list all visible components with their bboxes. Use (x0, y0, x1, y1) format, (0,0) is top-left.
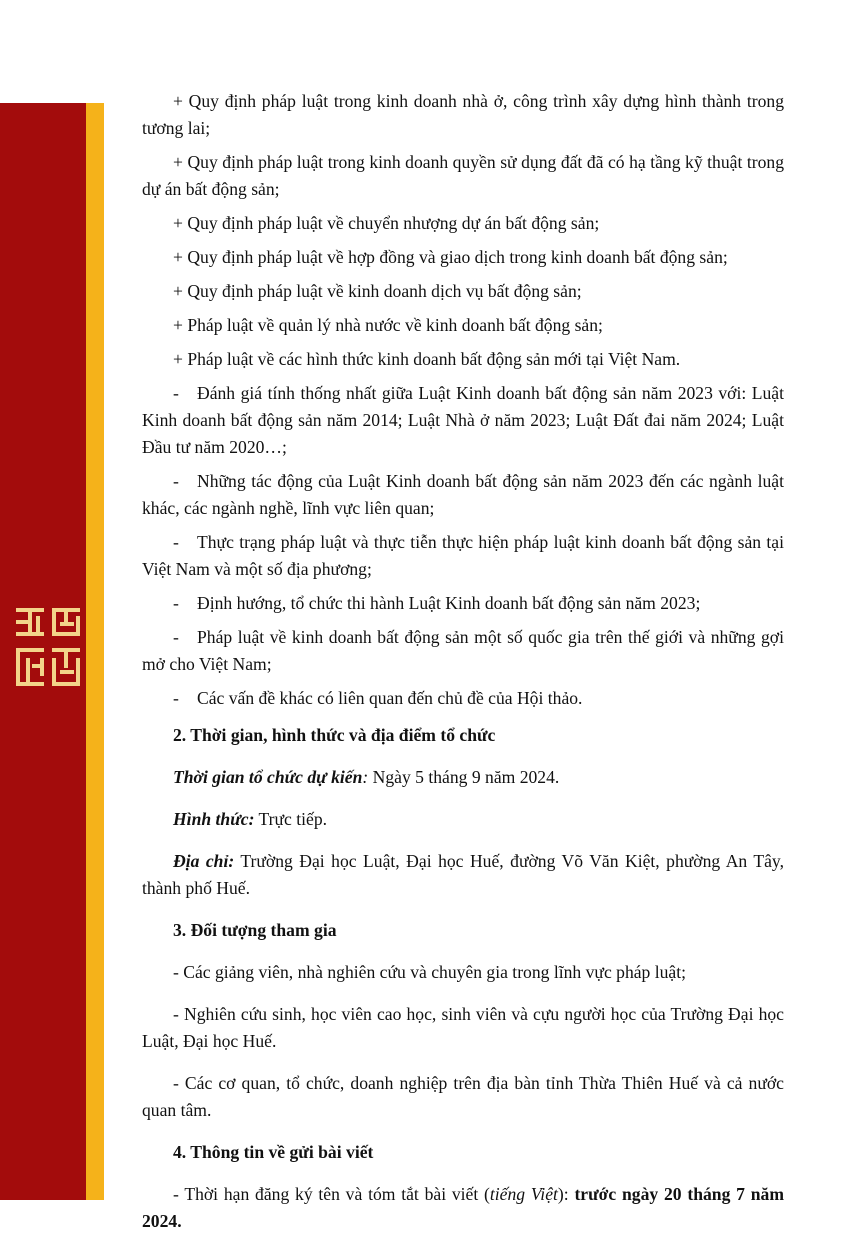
deadline-line (142, 1181, 784, 1235)
plus-item: + Quy định pháp luật về kinh doanh dịch vụ bất động sản; (173, 281, 582, 301)
participant-item: - Nghiên cứu sinh, học viên cao học, sinh viên và cựu người học của Trường Đại học Luật, Đại học Huế. (142, 1004, 784, 1051)
dash-marker: - (173, 471, 179, 491)
dash-marker: - (173, 532, 179, 552)
form-label: Hình thức: (173, 809, 255, 829)
dash-item (142, 468, 784, 522)
section-3-heading: 3. Đối tượng tham gia (173, 920, 337, 940)
address-value: Trường Đại học Luật, Đại học Huế, đường Võ Văn Kiệt, phường An Tây, thành phố Huế. (142, 851, 784, 898)
plus-item: + Pháp luật về các hình thức kinh doanh bất động sản mới tại Việt Nam. (173, 349, 681, 369)
dash-marker: - (173, 627, 179, 647)
plus-item: + Pháp luật về quản lý nhà nước về kinh doanh bất động sản; (173, 315, 603, 335)
dash-item (142, 685, 784, 712)
dash-item-text: Thực trạng pháp luật và thực tiễn thực hiện pháp luật kinh doanh bất động sản tại Việt Nam và một số địa phương; (142, 532, 784, 579)
dash-marker: - (173, 688, 179, 708)
dash-item (142, 624, 784, 678)
dash-item-text: Định hướng, tổ chức thi hành Luật Kinh doanh bất động sản năm 2023; (197, 593, 701, 613)
time-line (142, 764, 784, 791)
dash-marker: - (173, 593, 179, 613)
deadline-language: tiếng Việt (489, 1184, 558, 1204)
address-label: Địa chỉ: (173, 851, 235, 871)
document-body (142, 88, 784, 1242)
dash-marker: - (173, 383, 179, 403)
participant-item: - Các giảng viên, nhà nghiên cứu và chuyên gia trong lĩnh vực pháp luật; (173, 962, 687, 982)
plus-item: + Quy định pháp luật về hợp đồng và giao dịch trong kinh doanh bất động sản; (173, 247, 728, 267)
time-label: Thời gian tổ chức dự kiến (173, 767, 363, 787)
dash-item (142, 590, 784, 617)
plus-item: + Quy định pháp luật trong kinh doanh quyền sử dụng đất đã có hạ tầng kỹ thuật trong dự án bất động sản; (142, 152, 784, 199)
section-2-heading: 2. Thời gian, hình thức và địa điểm tổ chức (173, 725, 496, 745)
form-line (142, 806, 784, 833)
plus-item: + Quy định pháp luật về chuyển nhượng dự án bất động sản; (173, 213, 600, 233)
time-separator: : (362, 767, 373, 787)
dash-item-text: Đánh giá tính thống nhất giữa Luật Kinh doanh bất động sản năm 2023 với: Luật Kinh doanh bất động sản năm 2014; Luật Nhà ở năm 2023; Luật Đất đai năm 2024; Luật Đầu tư năm 2020…; (142, 383, 784, 457)
plus-item: + Quy định pháp luật trong kinh doanh nhà ở, công trình xây dựng hình thành trong tương lai; (142, 91, 784, 138)
dash-item (142, 529, 784, 583)
form-value: Trực tiếp. (254, 809, 328, 829)
dash-item-text: Pháp luật về kinh doanh bất động sản một số quốc gia trên thế giới và những gợi mở cho Việt Nam; (142, 627, 784, 674)
address-line (142, 848, 784, 902)
deadline-mid: ): (557, 1184, 575, 1204)
participant-item: - Các cơ quan, tổ chức, doanh nghiệp trên địa bàn tỉnh Thừa Thiên Huế và cả nước quan tâm. (142, 1073, 784, 1120)
deadline-date: trước ngày 20 tháng 7 năm 2024. (142, 1184, 784, 1231)
hue-pattern-emblem-icon (12, 604, 84, 690)
dash-item (142, 380, 784, 461)
dash-item-text: Các vấn đề khác có liên quan đến chủ đề của Hội thảo. (197, 688, 583, 708)
deadline-prefix: - Thời hạn đăng ký tên và tóm tắt bài viết ( (173, 1184, 490, 1204)
time-value: Ngày 5 tháng 9 năm 2024. (372, 767, 560, 787)
sidebar-gold-band (86, 103, 104, 1200)
dash-item-text: Những tác động của Luật Kinh doanh bất động sản năm 2023 đến các ngành luật khác, các ngành nghề, lĩnh vực liên quan; (142, 471, 784, 518)
section-4-heading: 4. Thông tin về gửi bài viết (173, 1142, 374, 1162)
